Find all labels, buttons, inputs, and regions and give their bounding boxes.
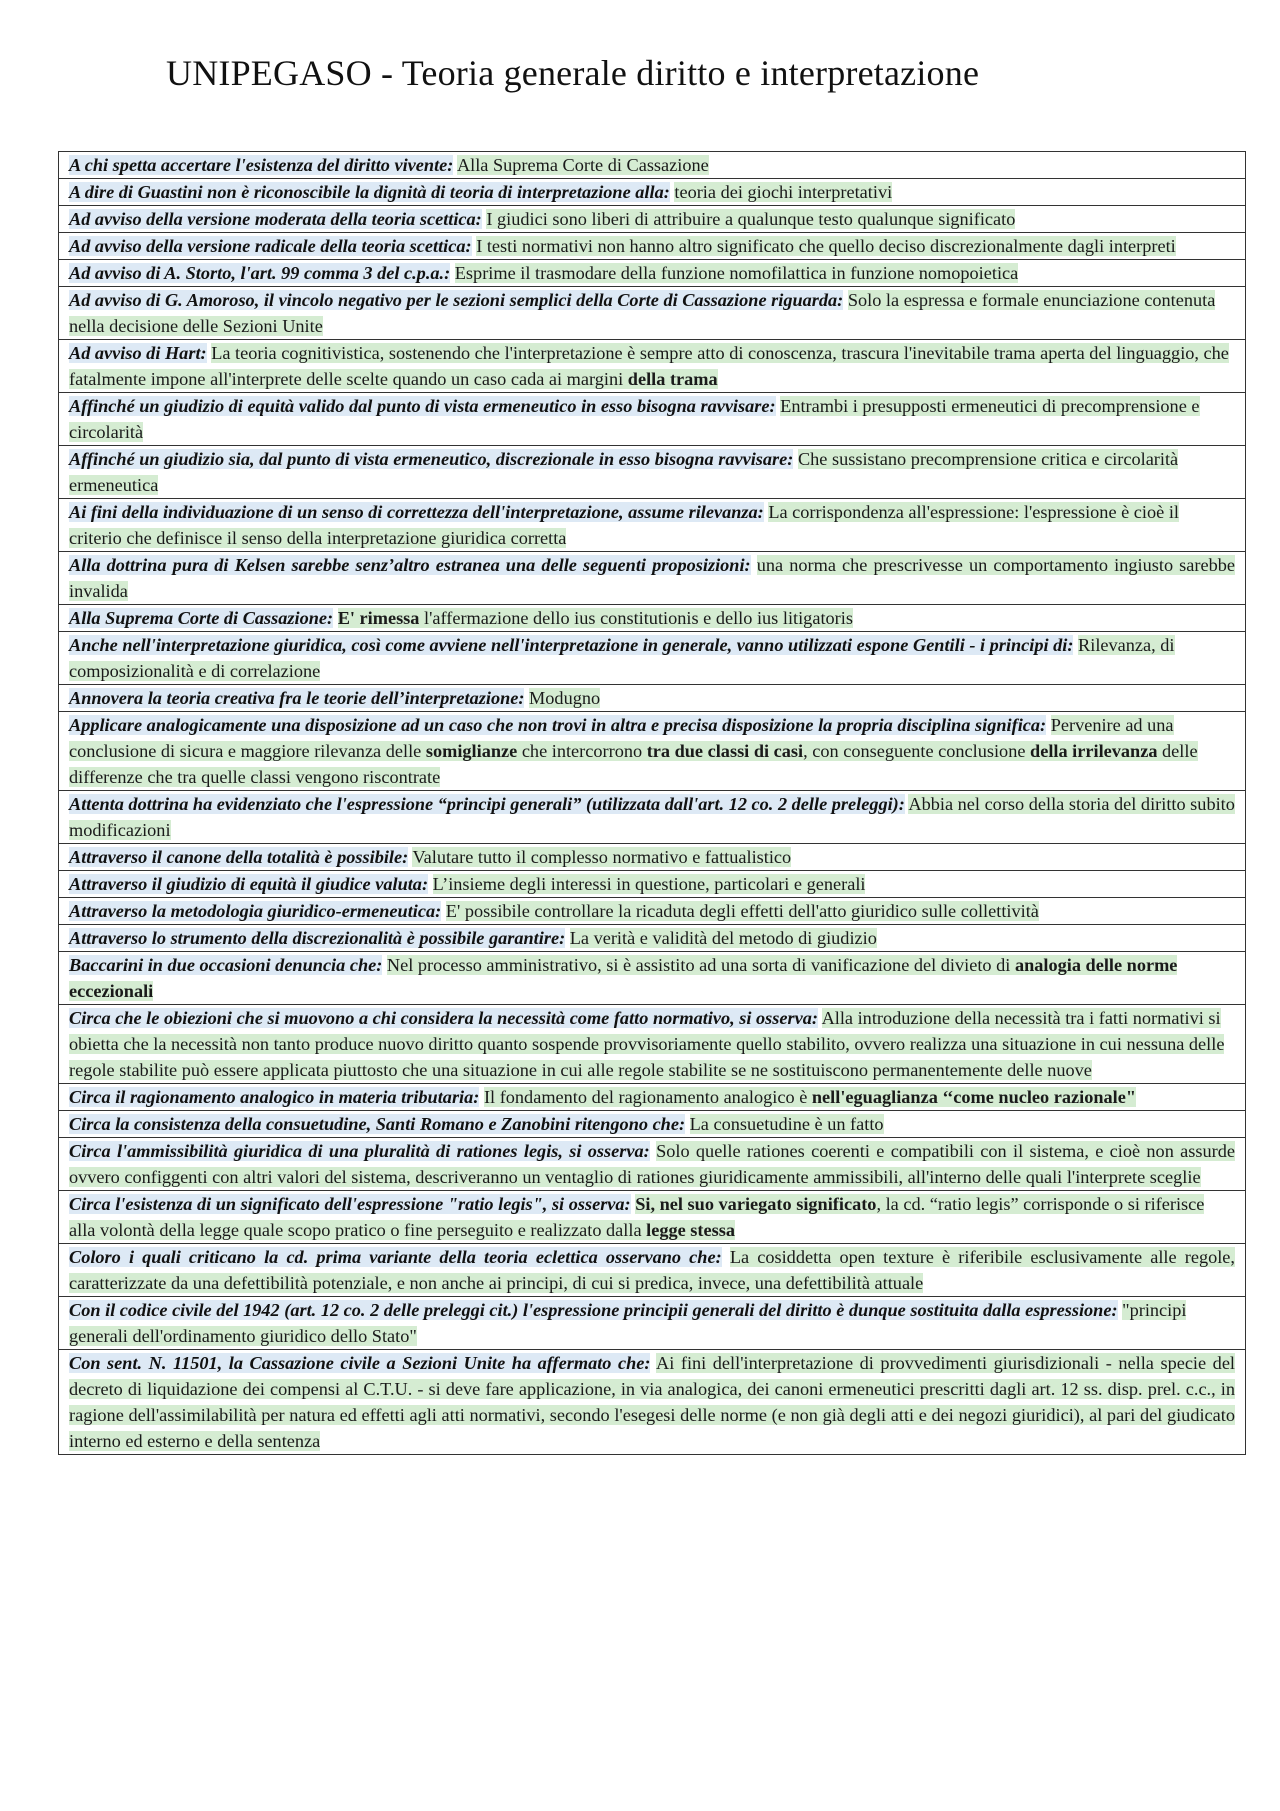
answer-emphasis: somiglianze xyxy=(425,741,518,761)
qa-cell xyxy=(59,287,1246,340)
answer-text: , la cd. “ratio legis” corrisponde o si riferisce alla volontà della legge quale scopo pratico o fine perseguito e realizzato dalla xyxy=(69,1194,1205,1240)
answer-text: Entrambi i presupposti ermeneutici di precomprensione e circolarità xyxy=(69,396,1200,442)
question-text: Applicare analogicamente una disposizione ad un caso che non trovi in altra e precisa disposizione la propria disciplina significa: xyxy=(69,715,1047,735)
answer-emphasis: E' rimessa xyxy=(337,608,420,628)
question-text: A chi spetta accertare l'esistenza del diritto vivente: xyxy=(69,155,454,175)
table-row xyxy=(59,552,1246,605)
table-row xyxy=(59,605,1246,632)
table-row xyxy=(59,1191,1246,1244)
table-row xyxy=(59,898,1246,925)
qa-cell xyxy=(59,925,1246,952)
answer-text: L’insieme degli interessi in questione, particolari e generali xyxy=(432,874,866,894)
table-row xyxy=(59,632,1246,685)
qa-cell xyxy=(59,1350,1246,1455)
answer-text: La teoria cognitivistica, sostenendo che l'interpretazione è sempre atto di conoscenza, trascura l'inevitabile trama aperta del linguaggio, che fatalmente impone all'interprete delle scelte quando un caso cada ai margini xyxy=(69,343,1229,389)
qa-cell xyxy=(59,393,1246,446)
question-text: Alla dottrina pura di Kelsen sarebbe senz’altro estranea una delle seguenti proposizioni: xyxy=(69,555,751,575)
answer-text: delle differenze che tra quelle classi vengono riscontrate xyxy=(69,741,1198,787)
table-row xyxy=(59,1005,1246,1084)
qa-cell xyxy=(59,1138,1246,1191)
qa-cell xyxy=(59,1111,1246,1138)
question-text: Ad avviso di G. Amoroso, il vincolo negativo per le sezioni semplici della Corte di Cassazione riguarda: xyxy=(69,290,844,310)
answer-text: Pervenire ad una conclusione di sicura e maggiore rilevanza delle xyxy=(69,715,1174,761)
question-text: Con sent. N. 11501, la Cassazione civile a Sezioni Unite ha affermato che: xyxy=(69,1353,651,1373)
table-row xyxy=(59,233,1246,260)
qa-cell xyxy=(59,685,1246,712)
answer-text: La consuetudine è un fatto xyxy=(689,1114,884,1134)
table-row xyxy=(59,499,1246,552)
question-text: Baccarini in due occasioni denuncia che: xyxy=(69,955,383,975)
table-row xyxy=(59,260,1246,287)
question-text: Alla Suprema Corte di Cassazione: xyxy=(69,608,334,628)
question-text: Attraverso lo strumento della discrezionalità è possibile garantire: xyxy=(69,928,566,948)
answer-emphasis: della irrilevanza xyxy=(1030,741,1158,761)
question-text: Attraverso il canone della totalità è possibile: xyxy=(69,847,409,867)
table-row xyxy=(59,925,1246,952)
table-row xyxy=(59,340,1246,393)
qa-cell xyxy=(59,791,1246,844)
qa-cell xyxy=(59,260,1246,287)
table-row xyxy=(59,393,1246,446)
answer-emphasis: analogia delle norme eccezionali xyxy=(69,955,1178,1001)
answer-emphasis: tra due classi di casi xyxy=(646,741,804,761)
answer-text: La corrispondenza all'espressione: l'espressione è cioè il criterio che definisce il senso della interpretazione giuridica corretta xyxy=(69,502,1179,548)
qa-cell xyxy=(59,605,1246,632)
answer-text: "principi generali dell'ordinamento giuridico dello Stato" xyxy=(69,1300,1187,1346)
answer-text: , con conseguente conclusione xyxy=(803,741,1031,761)
answer-text: Esprime il trasmodare della funzione nomofilattica in funzione nomopoietica xyxy=(454,263,1019,283)
answer-text: Solo quelle rationes coerenti e compatibili con il sistema, e cioè non assurde ovvero configgenti con altri valori del sistema, descriveranno un ventaglio di rationes giuridicamente ammissibili, all'interno delle quali l'interprete sceglie xyxy=(69,1141,1235,1187)
question-text: Circa la consistenza della consuetudine, Santi Romano e Zanobini ritengono che: xyxy=(69,1114,686,1134)
answer-emphasis: nell'eguaglianza xyxy=(811,1087,938,1107)
qa-table-body xyxy=(59,152,1246,1455)
question-text: Ad avviso di A. Storto, l'art. 99 comma 3 del c.p.a.: xyxy=(69,263,451,283)
question-text: Ad avviso della versione radicale della teoria scettica: xyxy=(69,236,472,256)
qa-cell xyxy=(59,632,1246,685)
qa-cell xyxy=(59,552,1246,605)
answer-text: E' possibile controllare la ricaduta degli effetti dell'atto giuridico sulle collettività xyxy=(445,901,1039,921)
qa-cell xyxy=(59,952,1246,1005)
question-text: Attenta dottrina ha evidenziato che l'espressione “principi generali” (utilizzata dall'art. 12 co. 2 delle preleggi): xyxy=(69,794,905,814)
qa-cell xyxy=(59,179,1246,206)
answer-emphasis: Si, nel suo variegato significato xyxy=(635,1194,877,1214)
qa-cell xyxy=(59,712,1246,791)
qa-cell xyxy=(59,1297,1246,1350)
question-text: Attraverso il giudizio di equità il giudice valuta: xyxy=(69,874,429,894)
answer-text: che intercorrono xyxy=(517,741,647,761)
table-row xyxy=(59,287,1246,340)
question-text: Circa che le obiezioni che si muovono a chi considera la necessità come fatto normativo, si osserva: xyxy=(69,1008,818,1028)
question-text: Circa l'esistenza di un significato dell'espressione "ratio legis", si osserva: xyxy=(69,1194,631,1214)
question-text: A dire di Guastini non è riconoscibile la dignità di teoria di interpretazione alla: xyxy=(69,182,670,202)
question-text: Circa il ragionamento analogico in materia tributaria: xyxy=(69,1087,480,1107)
answer-text: Solo la espressa e formale enunciazione contenuta nella decisione delle Sezioni Unite xyxy=(69,290,1216,336)
answer-text: una norma che prescrivesse un comportamento ingiusto sarebbe invalida xyxy=(69,555,1236,601)
answer-text: Alla introduzione della necessità tra i fatti normativi si obietta che la necessità non tanto produce nuovo diritto quanto sospende provvisoriamente quello stabilito, ovvero realizza una situazione in cui nessuna delle regole stabilite può essere applicata piuttosto che una situazione in cui alle regole stabilite se ne sostituiscono permanentemente delle nuove xyxy=(69,1008,1225,1080)
table-row xyxy=(59,844,1246,871)
answer-text: Modugno xyxy=(529,688,601,708)
table-row xyxy=(59,179,1246,206)
page-title: UNIPEGASO - Teoria generale diritto e interpretazione xyxy=(166,53,980,93)
answer-text: La verità e validità del metodo di giudizio xyxy=(569,928,877,948)
table-row xyxy=(59,1084,1246,1111)
answer-text: Abbia nel corso della storia del diritto subito modificazioni xyxy=(69,794,1235,840)
answer-text: Ai fini dell'interpretazione di provvedimenti giurisdizionali - nella specie del decreto di liquidazione dei compensi al C.T.U. - si deve fare applicazione, in via analogica, dei canoni ermeneutici prescritti dagli art. 12 ss. disp. prel. c.c., in ragione dell'assimilabilità per natura ed effetti agli atti normativi, secondo l'esegesi delle norme (e non già degli atti e dei negozi giuridici), al pari del giudicato interno ed esterno e della sentenza xyxy=(69,1353,1236,1451)
question-text: Circa l'ammissibilità giuridica di una pluralità di rationes legis, si osserva: xyxy=(69,1141,650,1161)
question-text: Affinché un giudizio sia, dal punto di vista ermeneutico, discrezionale in esso bisogna ravvisare: xyxy=(69,449,794,469)
table-row xyxy=(59,952,1246,1005)
table-row xyxy=(59,446,1246,499)
question-text: Coloro i quali criticano la cd. prima variante della teoria eclettica osservano che: xyxy=(69,1247,722,1267)
table-row xyxy=(59,1297,1246,1350)
question-text: Annovera la teoria creativa fra le teorie dell’interpretazione: xyxy=(69,688,525,708)
table-row xyxy=(59,1350,1246,1455)
answer-text: I testi normativi non hanno altro significato che quello deciso discrezionalmente dagli interpreti xyxy=(476,236,1176,256)
answer-emphasis: ‘‘come nucleo razionale" xyxy=(942,1087,1136,1107)
qa-cell xyxy=(59,499,1246,552)
answer-text: Alla Suprema Corte di Cassazione xyxy=(456,155,709,175)
table-row xyxy=(59,1111,1246,1138)
qa-table xyxy=(58,151,1246,1455)
answer-text: I giudici sono liberi di attribuire a qualunque testo qualunque significato xyxy=(486,209,1016,229)
answer-text: Rilevanza, di composizionalità e di correlazione xyxy=(69,635,1175,681)
table-row xyxy=(59,206,1246,233)
qa-cell xyxy=(59,1244,1246,1297)
answer-text: Nel processo amministrativo, si è assistito ad una sorta di vanificazione del divieto di xyxy=(386,955,1015,975)
qa-cell xyxy=(59,871,1246,898)
qa-cell xyxy=(59,844,1246,871)
question-text: Con il codice civile del 1942 (art. 12 co. 2 delle preleggi cit.) l'espressione principii generali del diritto è dunque sostituita dalla espressione: xyxy=(69,1300,1118,1320)
qa-cell xyxy=(59,1084,1246,1111)
qa-cell xyxy=(59,1191,1246,1244)
table-row xyxy=(59,712,1246,791)
answer-text: La cosiddetta open texture è riferibile esclusivamente alle regole, caratterizzate da una defettibilità potenziale, e non anche ai principi, di cui si predica, invece, una defettibilità attuale xyxy=(69,1247,1235,1293)
answer-text: Che sussistano precomprensione critica e circolarità ermeneutica xyxy=(69,449,1179,495)
question-text: Attraverso la metodologia giuridico-ermeneutica: xyxy=(69,901,442,921)
answer-emphasis: della trama xyxy=(627,369,718,389)
table-row xyxy=(59,791,1246,844)
question-text: Ad avviso di Hart: xyxy=(69,343,207,363)
table-row xyxy=(59,1244,1246,1297)
question-text: Ad avviso della versione moderata della teoria scettica: xyxy=(69,209,482,229)
qa-cell xyxy=(59,152,1246,179)
answer-text: Il fondamento del ragionamento analogico è xyxy=(483,1087,812,1107)
table-row xyxy=(59,1138,1246,1191)
table-row xyxy=(59,685,1246,712)
question-text: Ai fini della individuazione di un senso di correttezza dell'interpretazione, assume rilevanza: xyxy=(69,502,764,522)
answer-emphasis: legge stessa xyxy=(646,1220,735,1240)
answer-text: teoria dei giochi interpretativi xyxy=(674,182,893,202)
qa-cell xyxy=(59,340,1246,393)
qa-cell xyxy=(59,898,1246,925)
answer-text: Valutare tutto il complesso normativo e fattualistico xyxy=(412,847,792,867)
table-row xyxy=(59,871,1246,898)
qa-cell xyxy=(59,446,1246,499)
table-row xyxy=(59,152,1246,179)
qa-cell xyxy=(59,1005,1246,1084)
question-text: Anche nell'interpretazione giuridica, così come avviene nell'interpretazione in generale, vanno utilizzati espone Gentili - i principi di: xyxy=(69,635,1074,655)
qa-cell xyxy=(59,206,1246,233)
question-text: Affinché un giudizio di equità valido dal punto di vista ermeneutico in esso bisogna ravvisare: xyxy=(69,396,776,416)
qa-cell xyxy=(59,233,1246,260)
answer-text: l'affermazione dello ius constitutionis e dello ius litigatoris xyxy=(419,608,853,628)
